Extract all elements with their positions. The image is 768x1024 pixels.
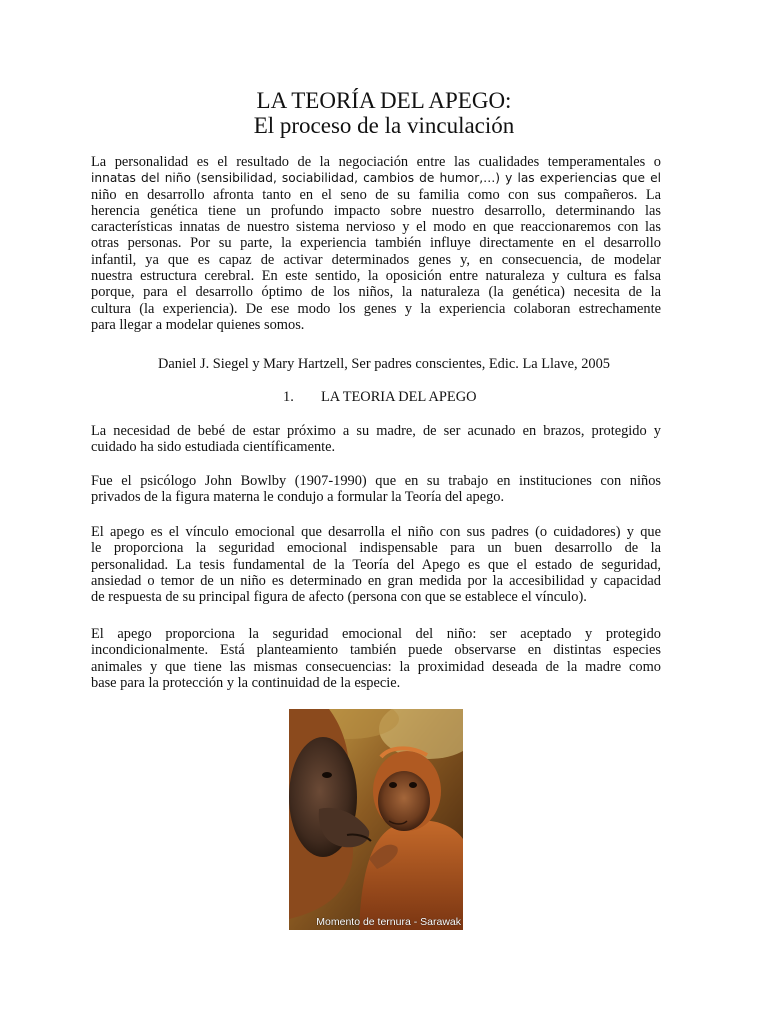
paragraph-line: base para la protección y la continuidad de la especie. (91, 674, 401, 691)
paragraph (91, 626, 661, 691)
paragraph-line: privados de la figura materna le condujo a formular la Teoría del apego. (91, 489, 505, 506)
paragraph-line: animales y que tiene las mismas consecuencias: la proximidad deseada de la madre como (91, 658, 661, 675)
paragraph-line: Fue el psicólogo John Bowlby (1907-1990) que en su trabajo en instituciones con niños (91, 473, 661, 489)
section-number: 1. (283, 389, 294, 405)
paragraph-line: ansiedad o temor de un niño es determinado en gran medida por la accesibilidad y capacidad (91, 572, 661, 589)
paragraph-line: La necesidad de bebé de estar próximo a su madre, de ser acunado en brazos, protegido y (91, 423, 661, 439)
paragraph-line: herencia genética tiene un profundo impacto sobre nuestro desarrollo, determinando las (91, 202, 661, 219)
citation: Daniel J. Siegel y Mary Hartzell, Ser padres conscientes, Edic. La Llave, 2005 (158, 356, 610, 372)
paragraph-line: porque, para el desarrollo óptimo de los niños, la naturaleza (la genética) necesita de la (91, 284, 661, 301)
paragraph-line: incondicionalmente. Está planteamiento también puede observarse en distintas especies (91, 642, 661, 659)
paragraph-line: niño en desarrollo afronta tanto en el seno de su familia como con sus compañeros. La (91, 186, 661, 203)
paragraph (91, 473, 661, 506)
photo-caption: Momento de ternura - Sarawak (316, 916, 461, 928)
paragraph-line: La personalidad es el resultado de la negociación entre las cualidades temperamentales o (91, 154, 661, 170)
document-subtitle: El proceso de la vinculación (253, 113, 515, 138)
paragraph-line: personalidad. La tesis fundamental de la Teoría del Apego es que el estado de seguridad, (91, 556, 661, 573)
paragraph (91, 423, 661, 456)
orangutan-photo-image (289, 709, 463, 930)
paragraph-line: cultura (la experiencia). De ese modo los genes y la experiencia colaboran estrechamente (91, 300, 661, 317)
section-heading (283, 389, 477, 406)
paragraph-line: infantil, ya que es capaz de activar determinados genes y, en consecuencia, de modelar (91, 251, 661, 268)
paragraph-line: El apego proporciona la seguridad emocional del niño: ser aceptado y protegido (91, 626, 661, 642)
paragraph-line: características innatas de nuestro sistema nervioso y el modo en que reaccionaremos con las (91, 219, 661, 236)
paragraph-line: nuestra estructura cerebral. En este sentido, la oposición entre naturaleza y cultura es falsa (91, 268, 661, 285)
intro-paragraph (91, 154, 661, 333)
document-title: LA TEORÍA DEL APEGO: (256, 88, 512, 113)
paragraph-line: cuidado ha sido estudiada científicamente. (91, 439, 336, 456)
paragraph-line: de respuesta de su principal figura de afecto (persona con que se establece el vínculo). (91, 589, 587, 606)
paragraph (91, 524, 661, 605)
paragraph-line: innatas del niño (sensibilidad, sociabilidad, cambios de humor,…) y las experiencias que el (91, 171, 661, 186)
paragraph-line: otras personas. Por su parte, la experiencia también influye directamente en el desarrollo (91, 235, 661, 252)
paragraph-line: le proporciona la seguridad emocional indispensable para un buen desarrollo de la (91, 540, 661, 557)
orangutan-photo (289, 709, 463, 930)
paragraph-line: para llegar a modelar quienes somos. (91, 316, 305, 333)
paragraph-line: El apego es el vínculo emocional que desarrolla el niño con sus padres (o cuidadores) y que (91, 524, 661, 540)
section-title: LA TEORIA DEL APEGO (321, 389, 477, 405)
